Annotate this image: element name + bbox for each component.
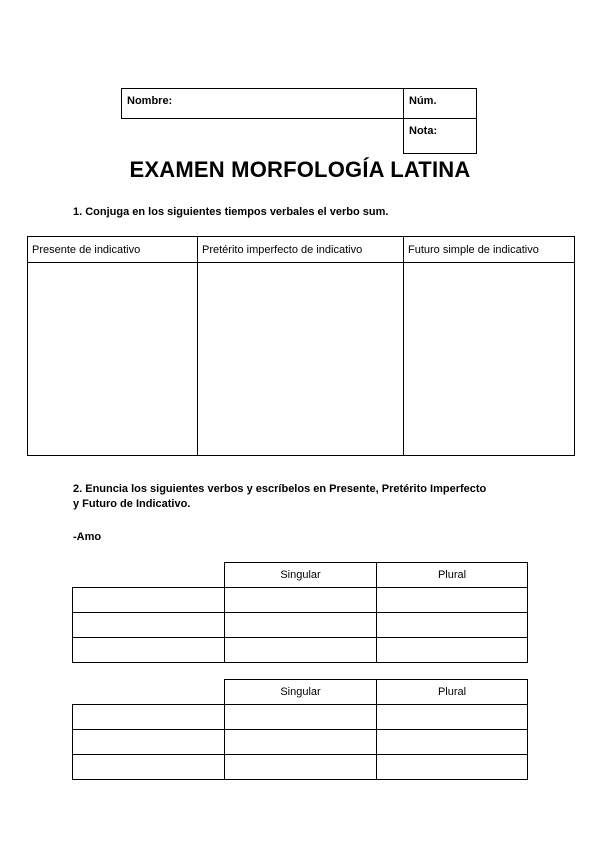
nota-label: Nota: xyxy=(409,125,438,137)
question-2-line-2: y Futuro de Indicativo. xyxy=(73,498,191,510)
column-header-preterito: Pretérito imperfecto de indicativo xyxy=(198,237,404,263)
nombre-label: Nombre: xyxy=(127,95,173,107)
nota-field[interactable] xyxy=(403,118,477,154)
column-header-plural: Plural xyxy=(377,563,528,588)
page-title: EXAMEN MORFOLOGÍA LATINA xyxy=(129,157,471,182)
question-1: 1. Conjuga en los siguientes tiempos verbales el verbo sum. xyxy=(73,206,389,218)
answer-cell-presente[interactable] xyxy=(28,263,198,456)
column-header-presente: Presente de indicativo xyxy=(28,237,198,263)
column-header-plural: Plural xyxy=(377,680,528,705)
conjugation-table xyxy=(27,236,575,456)
column-header-singular: Singular xyxy=(225,680,377,705)
singular-plural-table-2 xyxy=(72,679,528,780)
table-row xyxy=(73,705,528,730)
table-row xyxy=(73,613,528,638)
question-2-line-1: 2. Enuncia los siguientes verbos y escríbelos en Presente, Pretérito Imperfecto xyxy=(73,483,487,495)
verb-label: -Amo xyxy=(73,531,102,543)
nombre-field[interactable] xyxy=(121,88,404,119)
num-field[interactable] xyxy=(403,88,477,119)
singular-plural-table-1 xyxy=(72,562,528,663)
table-row xyxy=(73,730,528,755)
table-row xyxy=(73,755,528,780)
table-row xyxy=(73,588,528,613)
num-label: Núm. xyxy=(409,95,437,107)
column-header-singular: Singular xyxy=(225,563,377,588)
answer-cell-futuro[interactable] xyxy=(404,263,575,456)
column-header-futuro: Futuro simple de indicativo xyxy=(404,237,575,263)
table-row xyxy=(73,638,528,663)
answer-cell-preterito[interactable] xyxy=(198,263,404,456)
